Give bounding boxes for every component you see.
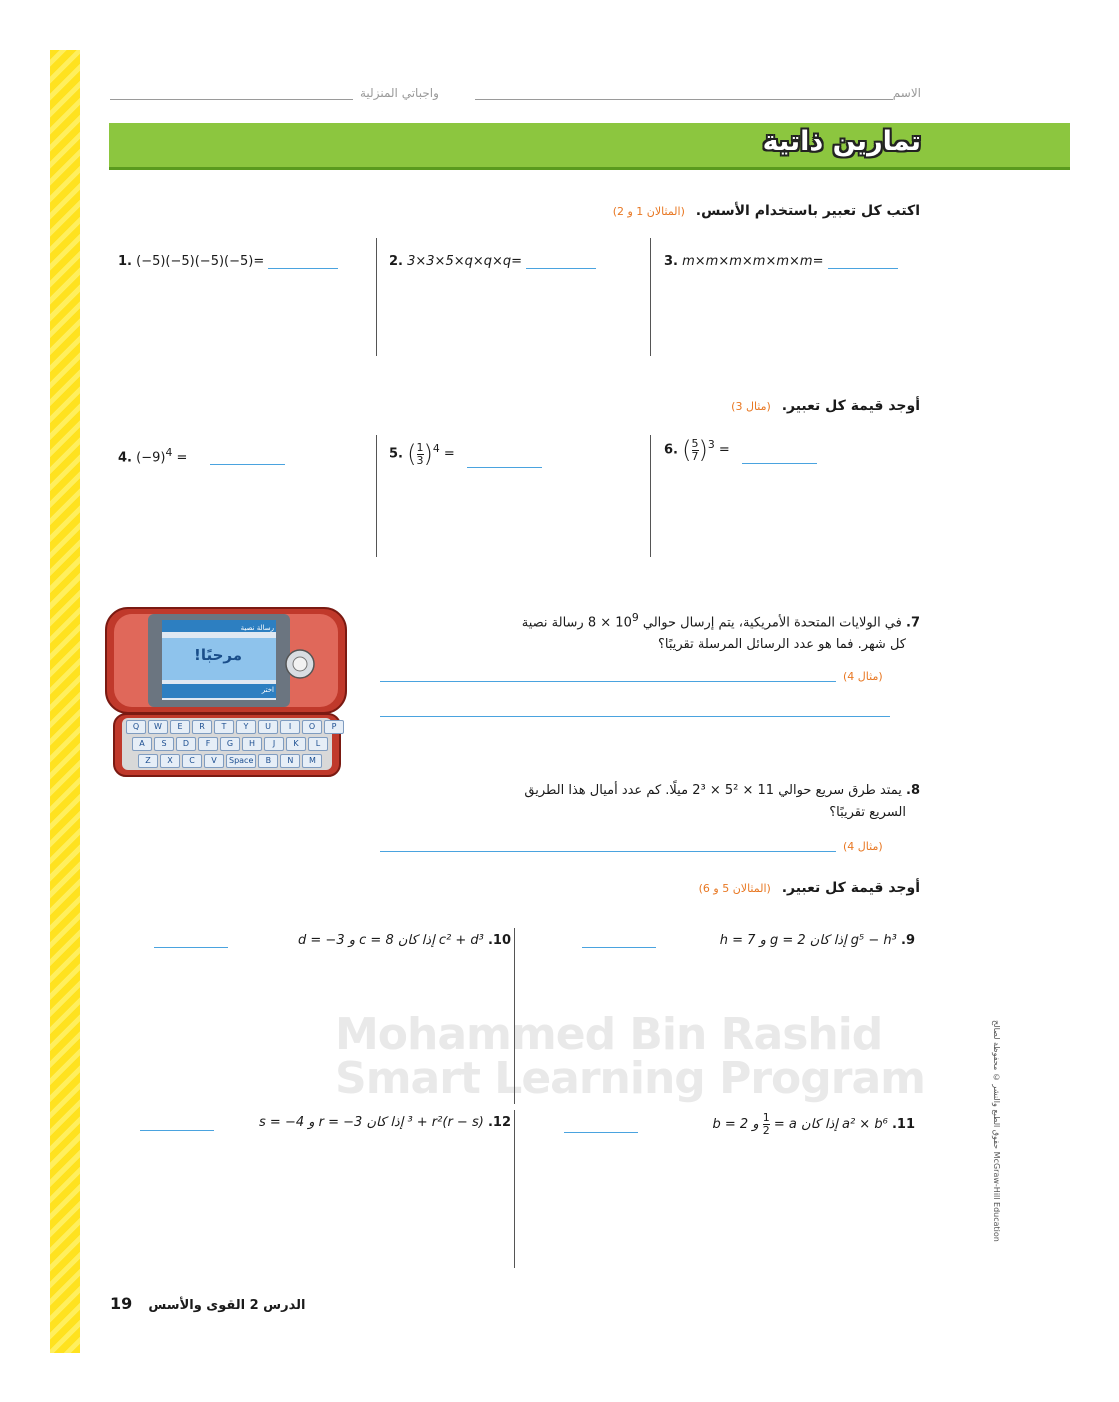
watermark — [335, 1009, 926, 1104]
problem-7-ref: (مثال 4) — [843, 670, 883, 683]
problem-4-base: (−9) — [136, 450, 166, 466]
problem-10-number: 10. — [487, 933, 511, 948]
watermark-line2: Smart Learning Program — [335, 1053, 926, 1104]
section2-instruction-text: أوجد قيمة كل تعبير. — [781, 398, 920, 414]
key-u: U — [258, 720, 278, 734]
problem-7-text-b: × 8 رسالة نصية — [521, 615, 616, 631]
section1-ref: (المثالان 1 و 2) — [612, 205, 685, 218]
copyright-side-text: حقوق الطبع والنشر © محفوظة لصالح McGraw-Hill Education — [992, 1020, 1001, 1242]
problem-7-number: 7. — [906, 615, 920, 631]
problem-3-expr: m×m×m×m×m×m= — [682, 254, 824, 269]
homework-label: واجباتي المنزلية — [360, 86, 439, 100]
section2-instruction — [731, 398, 920, 414]
problem-5-number: 5. — [389, 446, 403, 462]
section3-instruction-text: أوجد قيمة كل تعبير. — [781, 880, 920, 896]
problem-3 — [664, 254, 898, 269]
problem-12-number: 12. — [487, 1115, 511, 1130]
problem-6-fraction — [692, 438, 699, 463]
phone-keyboard — [126, 720, 337, 771]
divider — [514, 1110, 515, 1268]
answer-blank-3[interactable] — [828, 268, 898, 269]
problem-9-text: g⁵ − h³ إذا كان g = 2 و h = 7 — [719, 933, 897, 948]
problem-11-fraction — [763, 1112, 770, 1137]
phone-screen-title: رسالة نصية — [240, 624, 274, 632]
page-number: 19 — [110, 1294, 133, 1313]
problem-5 — [389, 440, 542, 468]
key-o: O — [302, 720, 322, 734]
key-p: P — [324, 720, 344, 734]
key-d: D — [176, 737, 196, 751]
name-label: الاسم — [892, 86, 921, 100]
problem-10 — [298, 930, 511, 952]
answer-blank-5[interactable] — [467, 467, 542, 468]
answer-blank-6[interactable] — [742, 463, 817, 464]
problem-1 — [118, 254, 338, 269]
section1-instruction-text: اكتب كل تعبير باستخدام الأسس. — [695, 203, 920, 219]
problem-11 — [713, 1112, 916, 1137]
key-e: E — [170, 720, 190, 734]
answer-blank-2[interactable] — [526, 268, 596, 269]
left-paren: ( — [682, 436, 692, 464]
keyboard-rows — [126, 720, 337, 768]
problem-1-number: 1. — [118, 254, 132, 269]
answer-line-7a[interactable] — [380, 681, 836, 682]
key-n: N — [280, 754, 300, 768]
key-space: Space — [226, 754, 256, 768]
problem-5-exponent: 4 — [432, 442, 440, 456]
lesson-title: الدرس 2 القوى والأسس — [148, 1298, 306, 1313]
answer-line-10[interactable] — [154, 947, 228, 948]
key-x: X — [160, 754, 180, 768]
key-k: K — [286, 737, 306, 751]
key-b: B — [258, 754, 278, 768]
phone-screen-message: مرحبًا! — [193, 646, 243, 664]
problem-2-expr: 3×3×5×q×q×q= — [407, 254, 523, 269]
right-paren: ) — [698, 436, 708, 464]
key-z: Z — [138, 754, 158, 768]
divider — [376, 435, 377, 557]
section1-instruction — [613, 203, 920, 219]
problem-8-number: 8. — [906, 783, 920, 798]
problem-7-line2: كل شهر. فما هو عدد الرسائل المرسلة تقريبًا؟ — [657, 637, 906, 653]
problem-4-equals: = — [176, 450, 188, 466]
problem-2-number: 2. — [389, 254, 403, 269]
keyboard-row — [138, 754, 332, 768]
key-v: V — [204, 754, 224, 768]
key-a: A — [132, 737, 152, 751]
key-g: G — [220, 737, 240, 751]
key-w: W — [148, 720, 168, 734]
answer-blank-1[interactable] — [268, 268, 338, 269]
key-q: Q — [126, 720, 146, 734]
divider — [650, 435, 651, 557]
key-r: R — [192, 720, 212, 734]
numerator: 1 — [416, 440, 424, 454]
problem-7-exponent: 9 — [631, 611, 639, 624]
problem-1-expr: (−5)(−5)(−5)(−5)= — [136, 254, 265, 269]
problem-8-line2: السريع تقريبًا؟ — [829, 805, 906, 820]
keyboard-row — [132, 737, 332, 751]
homework-line — [110, 99, 353, 100]
phone-screen-select: اختر — [261, 686, 274, 694]
problem-6-equals: = — [718, 442, 730, 458]
section3-instruction — [699, 880, 920, 896]
divider — [514, 928, 515, 1104]
key-h: H — [242, 737, 262, 751]
divider — [650, 238, 651, 356]
name-line — [475, 99, 893, 100]
problem-8-line1 — [420, 780, 920, 802]
key-c: C — [182, 754, 202, 768]
yellow-side-stripe — [50, 50, 80, 1353]
watermark-line1: Mohammed Bin Rashid — [335, 1009, 883, 1060]
answer-blank-4[interactable] — [210, 464, 285, 465]
key-m: M — [302, 754, 322, 768]
key-y: Y — [236, 720, 256, 734]
denominator: 3 — [416, 453, 424, 467]
problem-11-text-a: a² × b⁶ إذا كان a = — [773, 1117, 888, 1132]
problem-4 — [118, 446, 285, 465]
answer-line-12[interactable] — [140, 1130, 214, 1131]
problem-12 — [259, 1112, 511, 1134]
right-paren: ) — [423, 440, 433, 468]
section2-ref: (مثال 3) — [731, 400, 771, 413]
answer-line-9[interactable] — [582, 947, 656, 948]
problem-8 — [420, 780, 920, 824]
keyboard-row — [126, 720, 337, 734]
answer-line-8[interactable] — [380, 851, 836, 852]
problem-7-text-a: في الولايات المتحدة الأمريكية، يتم إرسال حوالي 10 — [615, 615, 902, 631]
problem-12-text: (r − s)³ + r² إذا كان r = −3 و s = −4 — [259, 1115, 484, 1130]
banner-title: تمارين ذاتية — [762, 126, 921, 157]
title-banner — [109, 123, 1070, 170]
problem-2 — [389, 254, 596, 269]
key-f: F — [198, 737, 218, 751]
problem-6-number: 6. — [664, 442, 678, 458]
problem-6-exponent: 3 — [707, 438, 715, 452]
problem-8-line1-text: يمتد طرق سريع حوالي 11 × 5² × 2³ ميلًا. كم عدد أميال هذا الطريق — [524, 783, 902, 798]
section3-ref: (المثالان 5 و 6) — [698, 882, 771, 895]
answer-line-7b[interactable] — [380, 716, 890, 717]
problem-8-ref: (مثال 4) — [843, 840, 883, 853]
problem-9-number: 9. — [901, 933, 915, 948]
problem-11-text-b: و b = 2 — [712, 1117, 759, 1132]
key-l: L — [308, 737, 328, 751]
problem-3-number: 3. — [664, 254, 678, 269]
numerator: 5 — [691, 436, 699, 450]
divider — [376, 238, 377, 356]
denominator: 7 — [691, 449, 699, 463]
numerator: 1 — [762, 1111, 770, 1124]
problem-5-fraction — [417, 442, 424, 467]
footer — [110, 1294, 305, 1313]
key-s: S — [154, 737, 174, 751]
key-j: J — [264, 737, 284, 751]
problem-7 — [420, 607, 920, 656]
problem-4-exponent: 4 — [165, 446, 173, 459]
problem-10-text: c² + d³ إذا كان c = 8 و d = −3 — [298, 933, 484, 948]
problem-4-number: 4. — [118, 450, 132, 466]
problem-5-equals: = — [443, 446, 455, 462]
denominator: 2 — [762, 1124, 770, 1137]
problem-9 — [720, 930, 915, 952]
problem-7-line1 — [420, 607, 920, 634]
key-t: T — [214, 720, 234, 734]
problem-6 — [664, 436, 817, 464]
left-paren: ( — [407, 440, 417, 468]
problem-11-number: 11. — [891, 1117, 915, 1132]
key-i: I — [280, 720, 300, 734]
answer-line-11[interactable] — [564, 1132, 638, 1133]
